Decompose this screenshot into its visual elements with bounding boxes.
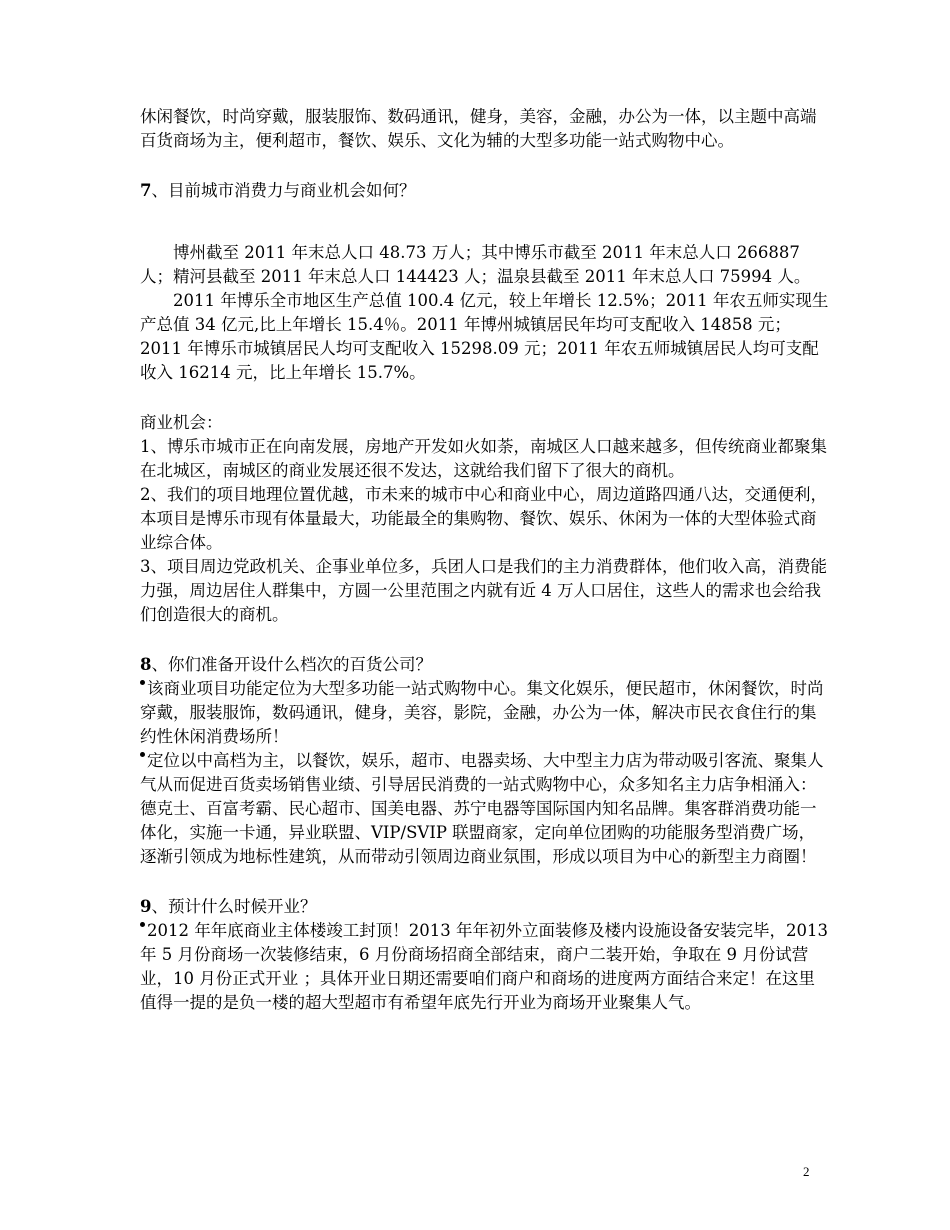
bullet-icon [140,922,145,927]
positioning-bullet-2-text: 定位以中高档为主，以餐饮，娱乐，超市、电器卖场、大中型主力店为带动吸引客流、聚集人气从而促进百货卖场销售业绩、引导居民消费的一站式购物中心，众多知名主力店争相涌入：德克士、百富考霸、民心超市、国美电器、苏宁电器等国际国内知名品牌。集客群消费功能一体化，实施一卡通，异业联盟、VIP/SVIP 联盟商家，定向单位团购的功能服务型消费广场，逐渐引领成为地标性建筑，从而带动引领周边商业氛围，形成以项目为中心的新型主力商圈！ [140,751,824,866]
intro-paragraph: 休闲餐饮，时尚穿戴，服装服饰、数码通讯，健身，美容，金融，办公为一体，以主题中高端百货商场为主，便利超市，餐饮、娱乐、文化为辅的大型多功能一站式购物中心。 [140,107,817,150]
question-9-heading [140,895,830,919]
opening-bullet-text: 2012 年年底商业主体楼竣工封顶！2013 年年初外立面装修及楼内设施设备安装完毕，2013 年 5 月份商场一次装修结束，6 月份商场招商全部结束，商户二装开始，争取在 9 月份试营业，10 月份正式开业 ；具体开业日期还需要咱们商户和商场的进度两方面结合来定！在这里值得一提的是负一楼的超大型超市有希望年底先行开业为商场开业聚集人气。 [140,921,828,1012]
gdp-paragraph: 2011 年博乐全市地区生产总值 100.4 亿元，较上年增长 12.5%；2011 年农五师实现生产总值 34 亿元,比上年增长 15.4％。2011 年博州城镇居民年均可支配收入 14858 元；2011 年博乐市城镇居民人均可支配收入 15298.09 元；2011 年农五师城镇居民人均可支配收入 16214 元，比上年增长 15.7%。 [140,291,829,382]
positioning-bullet-2 [140,749,830,869]
opportunity-item-2: 2、我们的项目地理位置优越，市未来的城市中心和商业中心，周边道路四通八达，交通便利，本项目是博乐市现有体量最大，功能最全的集购物、餐饮、娱乐、休闲为一体的大型体验式商业综合体。 [140,485,827,552]
opening-bullet [140,919,830,1015]
positioning-bullet-1 [140,677,830,749]
question-9-number: 9 [140,897,152,916]
opportunity-item-1: 1、博乐市城市正在向南发展，房地产开发如火如荼，南城区人口越来越多，但传统商业都聚集在北城区，南城区的商业发展还很不发达，这就给我们留下了很大的商机。 [140,437,827,480]
opportunity-title: 商业机会： [140,413,223,432]
positioning-bullet-1-text: 该商业项目功能定位为大型多功能一站式购物中心。集文化娱乐，便民超市，休闲餐饮，时尚穿戴，服装服饰，数码通讯，健身，美容，影院，金融，办公为一体，解决市民衣食住行的集约性休闲消费场所！ [140,679,824,746]
question-8-heading [140,653,830,677]
document-page [140,105,830,1015]
question-7-number: 7 [140,181,152,200]
question-9-title: 、预计什么时候开业？ [151,897,317,916]
bullet-icon [140,680,145,685]
question-7-title: 、目前城市消费力与商业机会如何？ [151,181,416,200]
question-8-title: 、你们准备开设什么档次的百货公司？ [151,655,432,674]
bullet-icon [140,752,145,757]
opportunity-item-3: 3、项目周边党政机关、企事业单位多，兵团人口是我们的主力消费群体，他们收入高，消费能力强，周边居住人群集中，方圆一公里范围之内就有近 4 万人口居住，这些人的需求也会给我们创造很大的商机。 [140,557,827,624]
question-7-heading [140,179,830,203]
question-8-number: 8 [140,655,152,674]
population-paragraph: 博州截至 2011 年末总人口 48.73 万人；其中博乐市截至 2011 年末总人口 266887 人；精河县截至 2011 年末总人口 144423 人；温泉县截至 2011 年末总人口 75994 人。 [140,243,811,286]
page-number: 2 [803,1164,810,1179]
